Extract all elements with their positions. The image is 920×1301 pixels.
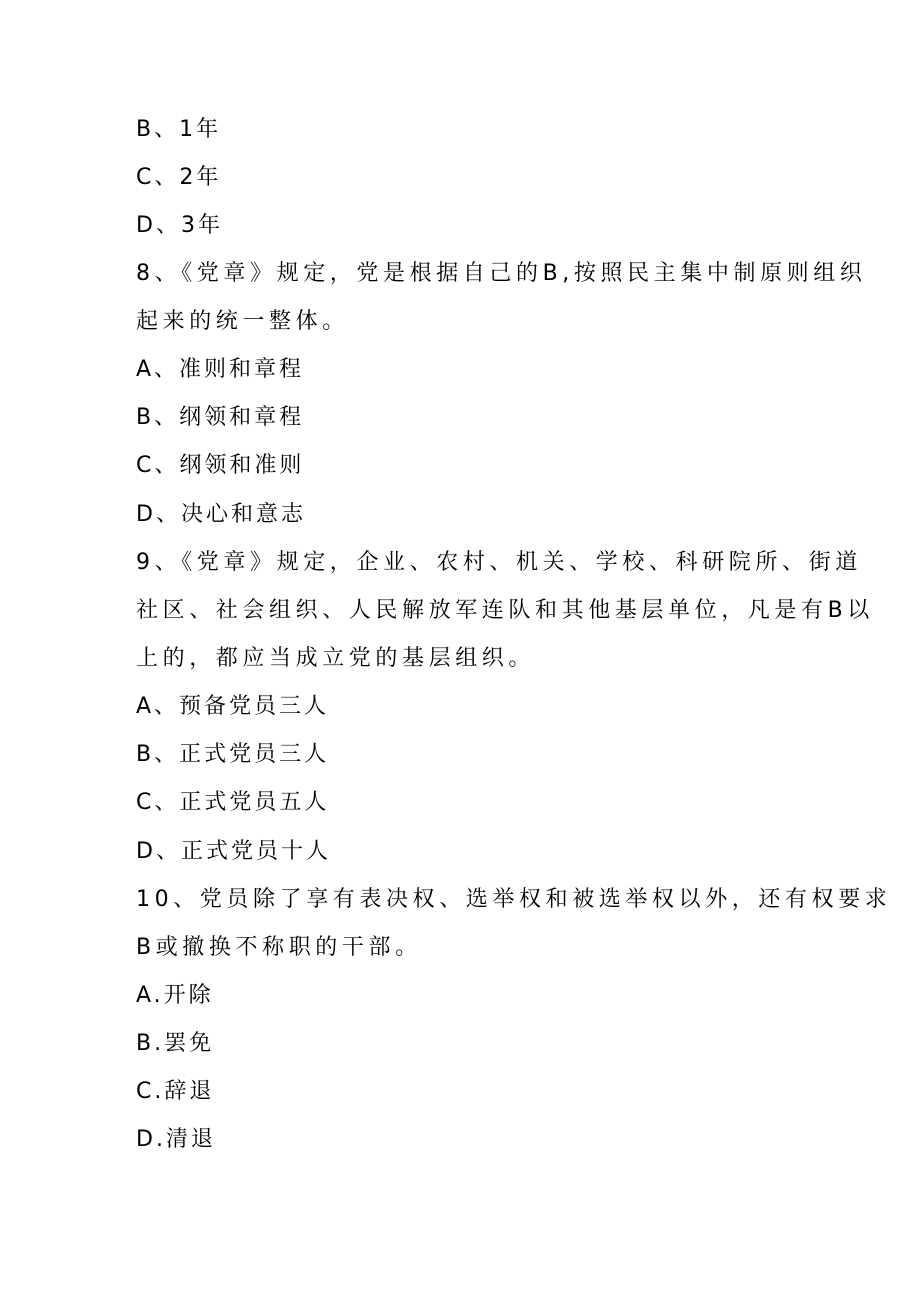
q7-option-c: C、2年	[136, 165, 222, 190]
q8-option-c: C、纲领和准则	[136, 453, 305, 478]
q8-stem-line-2: 起来的统一整体。	[136, 309, 349, 334]
q10-option-c: C.辞退	[136, 1079, 215, 1104]
q9-option-d: D、正式党员十人	[136, 839, 331, 864]
q7-option-d: D、3年	[136, 213, 223, 238]
q9-option-b: B、正式党员三人	[136, 742, 330, 767]
q10-option-a: A.开除	[136, 983, 214, 1008]
q10-stem-line-1: 10、党员除了享有表决权、选举权和被选举权以外，还有权要求	[136, 887, 892, 912]
q10-option-d: D.清退	[136, 1127, 216, 1152]
q10-option-b: B.罢免	[136, 1031, 215, 1056]
q8-option-d: D、决心和意志	[136, 502, 306, 527]
q8-stem-line-1: 8、《党章》规定，党是根据自己的B,按照民主集中制原则组织	[136, 261, 867, 286]
q9-stem-line-3: 上的，都应当成立党的基层组织。	[136, 646, 536, 671]
q8-option-a: A、准则和章程	[136, 357, 305, 382]
q7-option-b: B、1年	[136, 117, 222, 142]
q10-stem-line-2: B或撤换不称职的干部。	[136, 935, 422, 960]
q9-stem-line-1: 9、《党章》规定，企业、农村、机关、学校、科研院所、街道	[136, 550, 862, 575]
q9-option-c: C、正式党员五人	[136, 790, 330, 815]
q9-option-a: A、预备党员三人	[136, 694, 330, 719]
q9-stem-line-2: 社区、社会组织、人民解放军连队和其他基层单位，凡是有B以	[136, 598, 874, 623]
q8-option-b: B、纲领和章程	[136, 405, 305, 430]
